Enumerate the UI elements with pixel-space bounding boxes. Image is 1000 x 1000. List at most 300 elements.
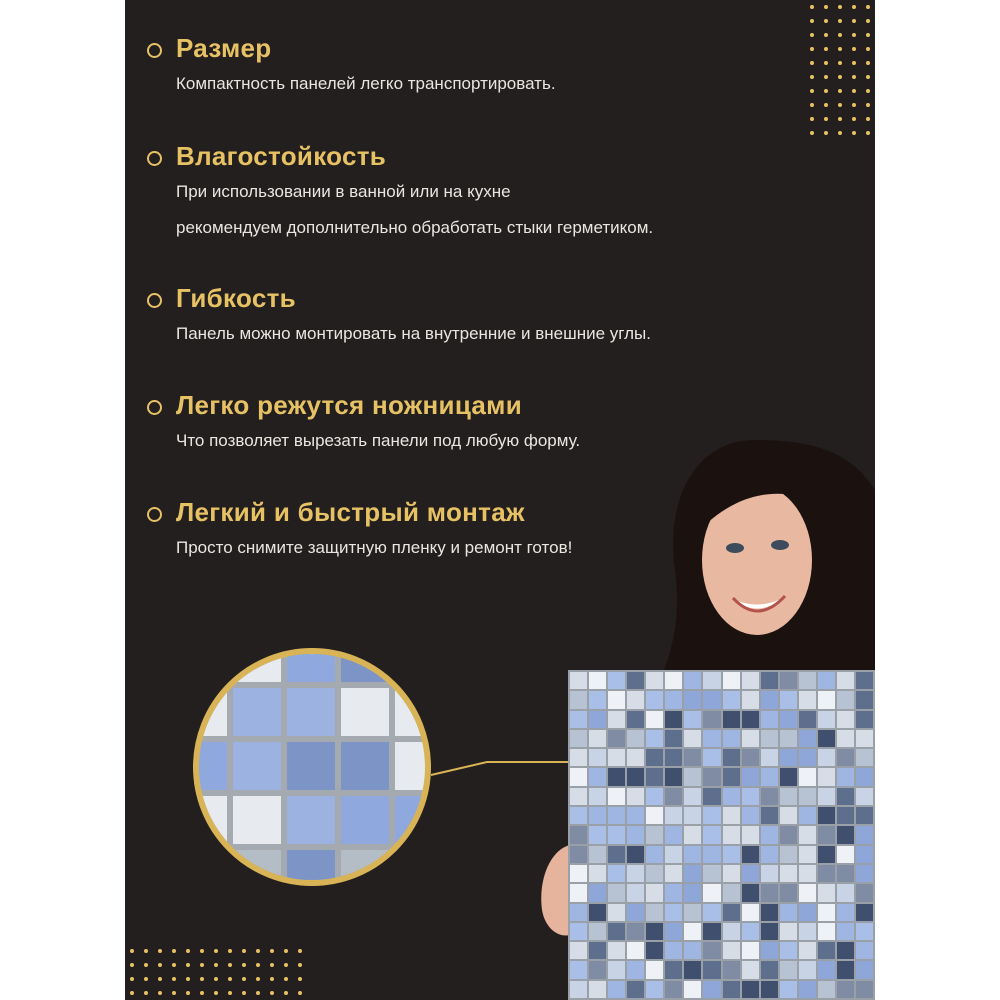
mosaic-tile — [646, 826, 663, 843]
mosaic-tile — [646, 961, 663, 978]
mosaic-tile — [665, 730, 682, 747]
closeup-tile — [341, 648, 389, 682]
mosaic-tile — [589, 672, 606, 689]
mosaic-tile — [837, 691, 854, 708]
mosaic-tile — [665, 942, 682, 959]
mosaic-tile — [780, 826, 797, 843]
mosaic-tile — [684, 826, 701, 843]
mosaic-tile — [570, 884, 587, 901]
mosaic-tile — [799, 691, 816, 708]
closeup-tile — [341, 796, 389, 844]
mosaic-tile — [646, 672, 663, 689]
mosaic-tile — [665, 961, 682, 978]
mosaic-tile — [589, 749, 606, 766]
mosaic-tile — [742, 672, 759, 689]
mosaic-tile — [818, 904, 835, 921]
mosaic-tile — [837, 942, 854, 959]
mosaic-tile — [608, 768, 625, 785]
mosaic-tile — [780, 711, 797, 728]
mosaic-tile — [570, 768, 587, 785]
mosaic-tile — [818, 981, 835, 998]
mosaic-tile — [684, 807, 701, 824]
mosaic-tile — [570, 961, 587, 978]
mosaic-tile — [799, 672, 816, 689]
mosaic-tile — [608, 884, 625, 901]
closeup-tile — [233, 688, 281, 736]
mosaic-tile — [742, 730, 759, 747]
mosaic-tile — [684, 884, 701, 901]
mosaic-tile — [703, 691, 720, 708]
mosaic-tile — [665, 923, 682, 940]
mosaic-tile — [665, 807, 682, 824]
feature-description: Что позволяет вырезать панели под любую форму. — [176, 431, 581, 450]
closeup-tile — [395, 742, 431, 790]
mosaic-tile — [780, 865, 797, 882]
mosaic-tile — [856, 865, 873, 882]
mosaic-tile — [837, 826, 854, 843]
mosaic-tile — [837, 904, 854, 921]
mosaic-tile — [780, 904, 797, 921]
mosaic-tile — [570, 807, 587, 824]
mosaic-tile — [589, 904, 606, 921]
mosaic-tile — [761, 711, 778, 728]
mosaic-tile — [780, 961, 797, 978]
mosaic-tile — [703, 884, 720, 901]
mosaic-tile — [684, 730, 701, 747]
mosaic-tile — [742, 846, 759, 863]
mosaic-tile — [818, 865, 835, 882]
mosaic-tile — [570, 711, 587, 728]
mosaic-tile — [761, 691, 778, 708]
closeup-tile — [233, 796, 281, 844]
mosaic-tile — [703, 961, 720, 978]
mosaic-tile — [703, 749, 720, 766]
mosaic-tile — [856, 788, 873, 805]
mosaic-tile — [723, 691, 740, 708]
mosaic-tile — [837, 711, 854, 728]
mosaic-tile — [589, 807, 606, 824]
mosaic-tile — [799, 749, 816, 766]
mosaic-tile — [589, 942, 606, 959]
mosaic-tile — [780, 730, 797, 747]
mosaic-tile — [570, 846, 587, 863]
mosaic-tile — [665, 846, 682, 863]
mosaic-tile — [818, 691, 835, 708]
mosaic-tile — [703, 672, 720, 689]
mosaic-tile — [589, 768, 606, 785]
mosaic-tile — [608, 826, 625, 843]
mosaic-tile — [684, 961, 701, 978]
mosaic-tile — [761, 961, 778, 978]
mosaic-tile — [608, 942, 625, 959]
mosaic-tile — [684, 672, 701, 689]
mosaic-tile — [703, 923, 720, 940]
mosaic-tile — [646, 768, 663, 785]
feature-description: рекомендуем дополнительно обработать стыки герметиком. — [176, 218, 654, 237]
mosaic-tile — [818, 942, 835, 959]
mosaic-tile — [570, 672, 587, 689]
mosaic-tile — [856, 826, 873, 843]
mosaic-tile — [608, 904, 625, 921]
mosaic-tile — [608, 923, 625, 940]
mosaic-tile — [627, 788, 644, 805]
mosaic-tile — [608, 788, 625, 805]
mosaic-tile — [627, 826, 644, 843]
mosaic-tile — [761, 749, 778, 766]
mosaic-tile — [646, 788, 663, 805]
mosaic-tile — [589, 846, 606, 863]
mosaic-tile — [646, 923, 663, 940]
mosaic-tile — [799, 846, 816, 863]
mosaic-tile — [837, 884, 854, 901]
mosaic-tile — [684, 788, 701, 805]
closeup-tile — [193, 796, 227, 844]
mosaic-tile — [723, 884, 740, 901]
mosaic-tile — [799, 865, 816, 882]
mosaic-tile — [818, 923, 835, 940]
closeup-tile — [341, 688, 389, 736]
mosaic-tile — [723, 942, 740, 959]
mosaic-tile — [627, 807, 644, 824]
mosaic-tile — [742, 807, 759, 824]
mosaic-tile — [856, 981, 873, 998]
mosaic-tile — [646, 846, 663, 863]
closeup-tile — [193, 648, 227, 682]
mosaic-tile — [780, 788, 797, 805]
mosaic-tile — [627, 768, 644, 785]
mosaic-tile — [818, 672, 835, 689]
mosaic-tile — [589, 981, 606, 998]
mosaic-tile — [818, 846, 835, 863]
mosaic-tile — [799, 788, 816, 805]
mosaic-tile — [646, 691, 663, 708]
mosaic-tile — [627, 884, 644, 901]
feature-title: Гибкость — [176, 283, 296, 313]
mosaic-tile — [818, 711, 835, 728]
mosaic-tile — [780, 884, 797, 901]
feature-description: Просто снимите защитную пленку и ремонт готов! — [176, 538, 573, 557]
mosaic-tile — [818, 961, 835, 978]
mosaic-tile — [723, 826, 740, 843]
mosaic-tile — [665, 865, 682, 882]
mosaic-tile — [589, 711, 606, 728]
mosaic-tile — [761, 981, 778, 998]
mosaic-tile — [703, 826, 720, 843]
mosaic-tile — [684, 923, 701, 940]
closeup-tile — [233, 648, 281, 682]
mosaic-tile — [723, 904, 740, 921]
mosaic-tile — [742, 749, 759, 766]
mosaic-tile — [799, 942, 816, 959]
mosaic-tile — [570, 691, 587, 708]
mosaic-tile — [818, 749, 835, 766]
feature-description: Панель можно монтировать на внутренние и внешние углы. — [176, 324, 651, 343]
mosaic-tile — [856, 961, 873, 978]
mosaic-tile — [665, 826, 682, 843]
mosaic-tile — [761, 672, 778, 689]
mosaic-tile — [589, 730, 606, 747]
mosaic-tile — [703, 846, 720, 863]
mosaic-tile — [761, 846, 778, 863]
mosaic-tile — [723, 730, 740, 747]
closeup-tile — [193, 688, 227, 736]
mosaic-tile — [703, 865, 720, 882]
mosaic-tile — [703, 768, 720, 785]
mosaic-tile — [589, 884, 606, 901]
mosaic-tile — [742, 691, 759, 708]
mosaic-tile — [627, 942, 644, 959]
mosaic-tile — [723, 981, 740, 998]
feature-card — [125, 0, 875, 1000]
mosaic-tile — [780, 807, 797, 824]
mosaic-tile — [665, 691, 682, 708]
mosaic-tile — [799, 768, 816, 785]
mosaic-tile — [627, 904, 644, 921]
mosaic-tile — [856, 942, 873, 959]
mosaic-tile — [627, 846, 644, 863]
mosaic-tile — [761, 788, 778, 805]
mosaic-tile — [742, 961, 759, 978]
mosaic-tile — [627, 711, 644, 728]
mosaic-tile — [646, 749, 663, 766]
mosaic-tile — [646, 884, 663, 901]
mosaic-tile — [856, 846, 873, 863]
closeup-tile — [287, 648, 335, 682]
feature-description: Компактность панелей легко транспортировать. — [176, 74, 556, 93]
feature-title: Легкий и быстрый монтаж — [176, 497, 525, 527]
mosaic-tile — [589, 961, 606, 978]
mosaic-tile — [589, 923, 606, 940]
feature-title: Влагостойкость — [176, 141, 387, 171]
mosaic-tile — [627, 865, 644, 882]
mosaic-tile — [570, 826, 587, 843]
mosaic-tile — [627, 672, 644, 689]
mosaic-tile — [570, 730, 587, 747]
closeup-tile — [287, 742, 335, 790]
mosaic-tile — [570, 865, 587, 882]
mosaic-tile — [818, 788, 835, 805]
mosaic-tile — [627, 961, 644, 978]
mosaic-tile — [780, 749, 797, 766]
mosaic-tile — [627, 691, 644, 708]
mosaic-tile — [703, 788, 720, 805]
mosaic-tile — [837, 768, 854, 785]
mosaic-tile — [761, 904, 778, 921]
mosaic-tile — [703, 730, 720, 747]
mosaic-tile — [799, 904, 816, 921]
mosaic-tile — [646, 730, 663, 747]
mosaic-tile — [570, 904, 587, 921]
mosaic-tile — [627, 749, 644, 766]
feature-title: Размер — [176, 33, 272, 63]
mosaic-tile — [570, 923, 587, 940]
mosaic-tile — [799, 730, 816, 747]
mosaic-tile — [799, 826, 816, 843]
mosaic-tile — [608, 981, 625, 998]
mosaic-tile — [818, 807, 835, 824]
mosaic-tile — [646, 865, 663, 882]
mosaic-tile — [761, 865, 778, 882]
mosaic-tile — [856, 749, 873, 766]
mosaic-tile — [608, 846, 625, 863]
mosaic-tile — [856, 904, 873, 921]
mosaic-tile — [780, 672, 797, 689]
mosaic-tile — [742, 981, 759, 998]
mosaic-tile — [742, 942, 759, 959]
mosaic-tile — [723, 923, 740, 940]
mosaic-tile — [856, 768, 873, 785]
mosaic-tile — [570, 981, 587, 998]
mosaic-tile — [684, 846, 701, 863]
closeup-tile — [341, 742, 389, 790]
mosaic-tile — [818, 730, 835, 747]
mosaic-tile — [856, 884, 873, 901]
mosaic-tile — [856, 923, 873, 940]
mosaic-tile — [723, 865, 740, 882]
mosaic-tile — [665, 749, 682, 766]
mosaic-tile — [742, 904, 759, 921]
mosaic-tile — [684, 749, 701, 766]
mosaic-tile — [723, 672, 740, 689]
mosaic-tile — [818, 826, 835, 843]
mosaic-tile — [761, 768, 778, 785]
mosaic-tile — [723, 749, 740, 766]
mosaic-tile — [608, 807, 625, 824]
mosaic-tile — [837, 672, 854, 689]
mosaic-tile — [684, 865, 701, 882]
mosaic-tile — [608, 672, 625, 689]
mosaic-tile — [837, 981, 854, 998]
mosaic-tile — [684, 981, 701, 998]
mosaic-tile — [818, 884, 835, 901]
mosaic-tile — [608, 730, 625, 747]
mosaic-tile — [856, 711, 873, 728]
mosaic-tile — [627, 923, 644, 940]
mosaic-tile — [608, 749, 625, 766]
mosaic-tile — [742, 865, 759, 882]
mosaic-tile — [684, 711, 701, 728]
mosaic-tile — [646, 942, 663, 959]
mosaic-tile — [837, 807, 854, 824]
mosaic-tile — [703, 711, 720, 728]
mosaic-tile — [665, 884, 682, 901]
mosaic-tile — [703, 807, 720, 824]
mosaic-tile — [837, 923, 854, 940]
mosaic-tile — [703, 904, 720, 921]
mosaic-tile — [665, 904, 682, 921]
mosaic-tile — [703, 981, 720, 998]
closeup-tile — [287, 850, 335, 886]
mosaic-tile — [799, 884, 816, 901]
mosaic-tile — [627, 981, 644, 998]
mosaic-tile — [723, 711, 740, 728]
mosaic-tile — [646, 981, 663, 998]
mosaic-tile — [723, 768, 740, 785]
mosaic-tile — [723, 846, 740, 863]
mosaic-tile — [665, 788, 682, 805]
mosaic-tile — [761, 884, 778, 901]
mosaic-tile — [780, 768, 797, 785]
mosaic-tile — [837, 788, 854, 805]
mosaic-tile — [570, 788, 587, 805]
mosaic-tile — [856, 730, 873, 747]
mosaic-tile — [761, 923, 778, 940]
mosaic-tile — [837, 749, 854, 766]
mosaic-panel-image — [568, 670, 875, 1000]
feature-description: При использовании в ванной или на кухне — [176, 182, 511, 201]
mosaic-tile — [608, 711, 625, 728]
mosaic-tile — [818, 768, 835, 785]
mosaic-tile — [684, 942, 701, 959]
mosaic-tile — [570, 942, 587, 959]
mosaic-tile — [723, 807, 740, 824]
mosaic-tile — [570, 749, 587, 766]
mosaic-tile — [780, 981, 797, 998]
mosaic-tile — [608, 865, 625, 882]
closeup-tile — [287, 688, 335, 736]
mosaic-tile — [646, 807, 663, 824]
mosaic-tile — [665, 981, 682, 998]
mosaic-tile — [723, 961, 740, 978]
mosaic-tile — [684, 691, 701, 708]
closeup-tiles — [193, 648, 431, 886]
mosaic-tile — [799, 981, 816, 998]
mosaic-tile — [780, 942, 797, 959]
mosaic-tile — [856, 807, 873, 824]
mosaic-closeup-circle — [193, 648, 431, 886]
mosaic-tile — [646, 711, 663, 728]
mosaic-tile — [799, 923, 816, 940]
mosaic-tile — [837, 730, 854, 747]
mosaic-tile — [742, 826, 759, 843]
mosaic-tile — [665, 711, 682, 728]
mosaic-tile — [799, 711, 816, 728]
mosaic-tile — [703, 942, 720, 959]
mosaic-tile — [665, 672, 682, 689]
mosaic-tile — [837, 865, 854, 882]
mosaic-tile — [684, 768, 701, 785]
mosaic-tile — [665, 768, 682, 785]
mosaic-tile — [589, 788, 606, 805]
closeup-tile — [193, 742, 227, 790]
mosaic-tile — [589, 691, 606, 708]
mosaic-tile — [723, 788, 740, 805]
mosaic-tile — [742, 711, 759, 728]
mosaic-tile — [684, 904, 701, 921]
mosaic-tile — [589, 826, 606, 843]
mosaic-tile — [761, 730, 778, 747]
mosaic-tile — [780, 846, 797, 863]
mosaic-tile — [799, 961, 816, 978]
mosaic-tile — [646, 904, 663, 921]
mosaic-tile — [608, 961, 625, 978]
mosaic-tile — [837, 961, 854, 978]
mosaic-tile — [761, 807, 778, 824]
closeup-tile — [233, 742, 281, 790]
mosaic-tile — [742, 923, 759, 940]
mosaic-tile — [627, 730, 644, 747]
mosaic-tile — [780, 691, 797, 708]
mosaic-tile — [742, 788, 759, 805]
mosaic-tile — [742, 768, 759, 785]
mosaic-tile — [742, 884, 759, 901]
mosaic-tile — [799, 807, 816, 824]
mosaic-tile — [761, 942, 778, 959]
mosaic-tile — [856, 691, 873, 708]
mosaic-tile — [856, 672, 873, 689]
feature-title: Легко режутся ножницами — [176, 390, 523, 420]
mosaic-tile — [837, 846, 854, 863]
